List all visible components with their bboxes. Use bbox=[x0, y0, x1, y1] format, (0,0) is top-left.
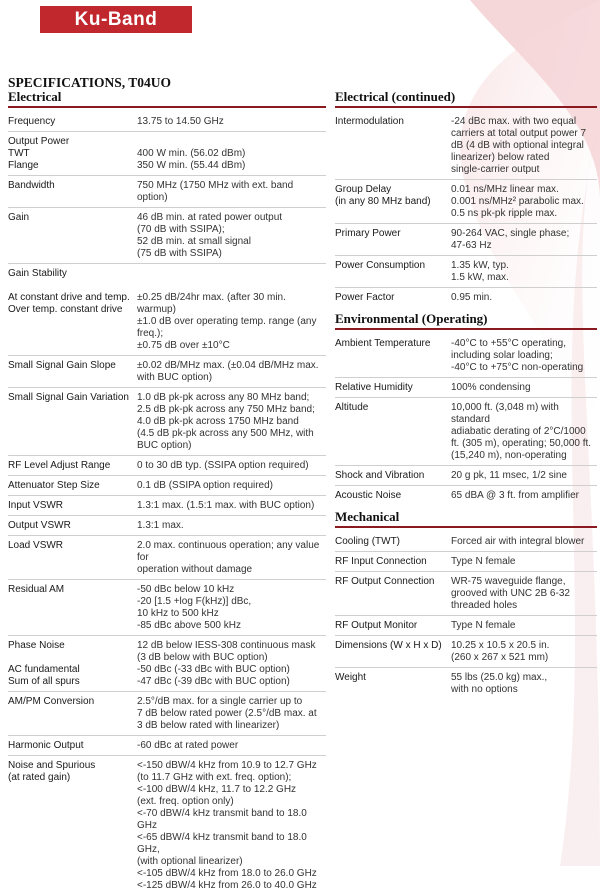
spec-label-line: Sum of all spurs bbox=[8, 676, 80, 687]
spec-label-line: Small Signal Gain Variation bbox=[8, 392, 129, 403]
spec-label bbox=[335, 620, 451, 632]
spec-row bbox=[8, 264, 326, 356]
spec-label-line: Ambient Temperature bbox=[335, 338, 431, 349]
spec-value-line: (3 dB below with BUC option) bbox=[137, 652, 268, 663]
spec-value-line: 0.01 ns/MHz linear max. bbox=[451, 184, 559, 195]
spec-label-line: Phase Noise bbox=[8, 640, 65, 651]
section-heading-electrical: Electrical bbox=[8, 89, 326, 108]
spec-value-line bbox=[137, 280, 326, 292]
spec-value bbox=[451, 382, 597, 394]
spec-label bbox=[335, 338, 451, 374]
spec-label bbox=[335, 490, 451, 502]
spec-label bbox=[335, 556, 451, 568]
spec-row bbox=[8, 476, 326, 496]
spec-row bbox=[335, 378, 597, 398]
spec-value-line: ±0.75 dB over ±10°C bbox=[137, 340, 230, 351]
spec-row bbox=[8, 208, 326, 264]
spec-value-line: 47-63 Hz bbox=[451, 240, 492, 251]
spec-value-line: (70 dB with SSIPA); bbox=[137, 224, 225, 235]
spec-row bbox=[8, 636, 326, 692]
spec-label-line: AM/PM Conversion bbox=[8, 696, 95, 707]
spec-value-line: <-125 dBW/4 kHz from 26.0 to 40.0 GHz bbox=[137, 880, 317, 891]
spec-value-line: 1.3:1 max. bbox=[137, 520, 184, 531]
spec-label-line: Power Consumption bbox=[335, 260, 426, 271]
spec-label bbox=[8, 500, 137, 512]
spec-label bbox=[8, 116, 137, 128]
spec-value bbox=[137, 268, 326, 352]
spec-row bbox=[335, 552, 597, 572]
spec-label bbox=[335, 382, 451, 394]
spec-label-line: Altitude bbox=[335, 402, 369, 413]
spec-row bbox=[8, 536, 326, 580]
spec-value-line: 46 dB min. at rated power output bbox=[137, 212, 283, 223]
spec-label-line: Cooling (TWT) bbox=[335, 536, 401, 547]
spec-value-line: -20 [1.5 +log F(kHz)] dBc, bbox=[137, 596, 252, 607]
spec-value-line: single-carrier output bbox=[451, 164, 540, 175]
spec-value bbox=[451, 640, 597, 664]
spec-value-line: Type N female bbox=[451, 620, 516, 631]
spec-label-line: RF Level Adjust Range bbox=[8, 460, 111, 471]
spec-value-line: 2.5°/dB max. for a single carrier up to bbox=[137, 696, 303, 707]
spec-label-line: Attenuator Step Size bbox=[8, 480, 100, 491]
spec-value-line: 0.001 ns/MHz² parabolic max. bbox=[451, 196, 584, 207]
spec-value bbox=[137, 136, 326, 172]
spec-label-line: Intermodulation bbox=[335, 116, 404, 127]
spec-label-line: Harmonic Output bbox=[8, 740, 84, 751]
spec-row bbox=[335, 616, 597, 636]
spec-value-line: 0.95 min. bbox=[451, 292, 493, 303]
spec-value-line: adiabatic derating of 2°C/1000 bbox=[451, 426, 586, 437]
spec-label-line: Load VSWR bbox=[8, 540, 64, 551]
spec-value-line: 2.0 max. continuous operation; any value for bbox=[137, 540, 320, 563]
spec-label bbox=[335, 116, 451, 176]
spec-value-line: dB (4 dB with optional integral bbox=[451, 140, 584, 151]
spec-value-line: 1.5 kW, max. bbox=[451, 272, 509, 283]
spec-value-line: with BUC option) bbox=[137, 372, 213, 383]
spec-row bbox=[8, 456, 326, 476]
spec-value bbox=[137, 740, 326, 752]
spec-value-line: -40°C to +75°C non-operating bbox=[451, 362, 584, 373]
spec-list bbox=[335, 334, 597, 505]
spec-value bbox=[137, 460, 326, 472]
spec-label bbox=[8, 360, 137, 384]
spec-value-line: <-70 dBW/4 kHz transmit band to 18.0 GHz bbox=[137, 808, 307, 831]
spec-value-line bbox=[137, 268, 326, 280]
spec-label-line: Noise and Spurious bbox=[8, 760, 96, 771]
spec-label bbox=[8, 392, 137, 452]
spec-value bbox=[137, 480, 326, 492]
spec-value-line: grooved with UNC 2B 6-32 bbox=[451, 588, 570, 599]
spec-value bbox=[451, 116, 597, 176]
spec-label bbox=[8, 760, 137, 892]
spec-row bbox=[335, 486, 597, 505]
spec-value-line: -50 dBc (-33 dBc with BUC option) bbox=[137, 664, 290, 675]
spec-label-line: Flange bbox=[8, 160, 39, 171]
spec-row bbox=[335, 334, 597, 378]
spec-value bbox=[137, 116, 326, 128]
spec-value bbox=[451, 402, 597, 462]
spec-label bbox=[335, 470, 451, 482]
spec-value-line: -47 dBc (-39 dBc with BUC option) bbox=[137, 676, 290, 687]
spec-row bbox=[8, 736, 326, 756]
spec-value bbox=[451, 672, 597, 696]
spec-value-line: -50 dBc below 10 kHz bbox=[137, 584, 235, 595]
spec-label-line: Gain Stability bbox=[8, 268, 67, 279]
spec-value-line: 0.1 dB (SSIPA option required) bbox=[137, 480, 274, 491]
spec-value-line: threaded holes bbox=[451, 600, 518, 611]
ku-band-banner: Ku-Band bbox=[40, 6, 192, 33]
spec-label-line: Gain bbox=[8, 212, 30, 223]
spec-row bbox=[8, 496, 326, 516]
spec-label-line: Frequency bbox=[8, 116, 56, 127]
spec-value-line: BUC option) bbox=[137, 440, 192, 451]
spec-row bbox=[335, 636, 597, 668]
spec-value-line bbox=[137, 136, 326, 148]
spec-value-line: 3 dB below rated with linearizer) bbox=[137, 720, 280, 731]
spec-label bbox=[8, 640, 137, 688]
spec-value bbox=[137, 180, 326, 204]
spec-value-line: WR-75 waveguide flange, bbox=[451, 576, 566, 587]
spec-label-line: (at rated gain) bbox=[8, 772, 71, 783]
spec-value bbox=[137, 640, 326, 688]
spec-label bbox=[335, 576, 451, 612]
spec-value-line: 10,000 ft. (3,048 m) with standard bbox=[451, 402, 559, 425]
right-column bbox=[335, 89, 597, 699]
spec-value-line: 0 to 30 dB typ. (SSIPA option required) bbox=[137, 460, 309, 471]
left-column bbox=[8, 89, 326, 895]
spec-value-line: <-100 dBW/4 kHz, 11.7 to 12.2 GHz bbox=[137, 784, 297, 795]
spec-value-line: carriers at total output power 7 bbox=[451, 128, 587, 139]
spec-row bbox=[335, 180, 597, 224]
spec-row bbox=[8, 176, 326, 208]
spec-value-line: 1.35 kW, typ. bbox=[451, 260, 509, 271]
spec-label-line bbox=[8, 652, 137, 664]
spec-value bbox=[137, 584, 326, 632]
spec-row bbox=[335, 112, 597, 180]
spec-label bbox=[335, 672, 451, 696]
spec-value-line: ft. (305 m), operating; 50,000 ft. bbox=[451, 438, 592, 449]
section-heading: Mechanical bbox=[335, 509, 597, 528]
spec-value-line: 10.25 x 10.5 x 20.5 in. bbox=[451, 640, 550, 651]
spec-value-line: (75 dB with SSIPA) bbox=[137, 248, 222, 259]
spec-value-line: -60 dBc at rated power bbox=[137, 740, 239, 751]
spec-value-line: (260 x 267 x 521 mm) bbox=[451, 652, 549, 663]
spec-value-line: 55 lbs (25.0 kg) max., bbox=[451, 672, 548, 683]
spec-label-line: Output VSWR bbox=[8, 520, 71, 531]
spec-label-line: Over temp. constant drive bbox=[8, 304, 123, 315]
spec-value bbox=[137, 500, 326, 512]
spec-label-line: Power Factor bbox=[335, 292, 395, 303]
spec-value bbox=[137, 360, 326, 384]
spec-value bbox=[137, 540, 326, 576]
spec-row bbox=[335, 668, 597, 699]
spec-value-line: 7 dB below rated power (2.5°/dB max. at bbox=[137, 708, 317, 719]
spec-label-line bbox=[8, 280, 137, 292]
spec-row bbox=[335, 466, 597, 486]
spec-value bbox=[451, 490, 597, 502]
spec-value bbox=[451, 536, 597, 548]
spec-value-line: 10 kHz to 500 kHz bbox=[137, 608, 219, 619]
spec-value-line: (15,240 m), non-operating bbox=[451, 450, 567, 461]
spec-value-line: 65 dBA @ 3 ft. from amplifier bbox=[451, 490, 579, 501]
spec-value-line: 4.0 dB pk-pk across 1750 MHz band bbox=[137, 416, 299, 427]
spec-list bbox=[335, 112, 597, 307]
spec-value-line: 12 dB below IESS-308 continuous mask bbox=[137, 640, 316, 651]
spec-label bbox=[8, 696, 137, 732]
spec-label-line: Group Delay bbox=[335, 184, 392, 195]
spec-label-line: Acoustic Noise bbox=[335, 490, 402, 501]
spec-value-line: (with optional linearizer) bbox=[137, 856, 243, 867]
spec-label-line: (in any 80 MHz band) bbox=[335, 196, 431, 207]
spec-row bbox=[335, 398, 597, 466]
spec-value-line: with no options bbox=[451, 684, 518, 695]
spec-value-line: <-105 dBW/4 kHz from 18.0 to 26.0 GHz bbox=[137, 868, 317, 879]
spec-value bbox=[451, 556, 597, 568]
spec-label-line: At constant drive and temp. bbox=[8, 292, 130, 303]
spec-label-line: RF Output Monitor bbox=[335, 620, 418, 631]
spec-label-line: TWT bbox=[8, 148, 30, 159]
spec-row bbox=[8, 356, 326, 388]
spec-label-line: Shock and Vibration bbox=[335, 470, 425, 481]
electrical-spec-list bbox=[8, 112, 326, 895]
spec-value-line: 52 dB min. at small signal bbox=[137, 236, 251, 247]
spec-value-line: -85 dBc above 500 kHz bbox=[137, 620, 241, 631]
spec-value bbox=[451, 228, 597, 252]
spec-label bbox=[8, 268, 137, 352]
spec-label-line: RF Input Connection bbox=[335, 556, 427, 567]
spec-value-line: -40°C to +55°C operating, bbox=[451, 338, 567, 349]
spec-value bbox=[137, 760, 326, 892]
spec-value-line: ±0.02 dB/MHz max. (±0.04 dB/MHz max. bbox=[137, 360, 319, 371]
spec-value bbox=[451, 470, 597, 482]
spec-row bbox=[8, 132, 326, 176]
spec-row bbox=[8, 388, 326, 456]
spec-value-line: 100% condensing bbox=[451, 382, 531, 393]
spec-label bbox=[8, 740, 137, 752]
spec-label-line: Input VSWR bbox=[8, 500, 64, 511]
spec-value bbox=[451, 576, 597, 612]
spec-value-line: 1.3:1 max. (1.5:1 max. with BUC option) bbox=[137, 500, 315, 511]
spec-row bbox=[8, 516, 326, 536]
spec-list bbox=[335, 532, 597, 699]
spec-value-line: 90-264 VAC, single phase; bbox=[451, 228, 570, 239]
spec-label bbox=[335, 640, 451, 664]
spec-value-line: 20 g pk, 11 msec, 1/2 sine bbox=[451, 470, 567, 481]
spec-value bbox=[451, 620, 597, 632]
spec-value-line: (4.5 dB pk-pk across any 500 MHz, with bbox=[137, 428, 314, 439]
spec-label bbox=[8, 520, 137, 532]
spec-value bbox=[451, 338, 597, 374]
spec-value-line: ±1.0 dB over operating temp. range (any freq.); bbox=[137, 316, 317, 339]
section-heading: Environmental (Operating) bbox=[335, 311, 597, 330]
spec-value-line: (to 11.7 GHz with ext. freq. option); bbox=[137, 772, 292, 783]
spec-label bbox=[335, 228, 451, 252]
spec-label bbox=[8, 540, 137, 576]
spec-value-line: operation without damage bbox=[137, 564, 253, 575]
spec-label-line: Relative Humidity bbox=[335, 382, 413, 393]
spec-value-line: 0.5 ns pk-pk ripple max. bbox=[451, 208, 558, 219]
spec-value-line: ±0.25 dB/24hr max. (after 30 min. warmup) bbox=[137, 292, 286, 315]
spec-value-line: linearizer) below rated bbox=[451, 152, 550, 163]
spec-row bbox=[335, 256, 597, 288]
spec-row bbox=[335, 288, 597, 307]
spec-value bbox=[451, 184, 597, 220]
spec-row bbox=[8, 692, 326, 736]
spec-label-line: Bandwidth bbox=[8, 180, 55, 191]
spec-value bbox=[137, 392, 326, 452]
spec-label-line: Weight bbox=[335, 672, 366, 683]
spec-value-line: 350 W min. (55.44 dBm) bbox=[137, 160, 246, 171]
spec-value-line: <-150 dBW/4 kHz from 10.9 to 12.7 GHz bbox=[137, 760, 317, 771]
spec-label bbox=[8, 136, 137, 172]
spec-label bbox=[335, 184, 451, 220]
spec-label bbox=[8, 180, 137, 204]
spec-label-line: Output Power bbox=[8, 136, 70, 147]
spec-value-line: 2.5 dB pk-pk across any 750 MHz band; bbox=[137, 404, 315, 415]
spec-row bbox=[335, 532, 597, 552]
spec-label bbox=[335, 292, 451, 304]
spec-value-line: 400 W min. (56.02 dBm) bbox=[137, 148, 246, 159]
spec-label-line: Dimensions (W x H x D) bbox=[335, 640, 442, 651]
spec-label-line: RF Output Connection bbox=[335, 576, 435, 587]
spec-label-line: AC fundamental bbox=[8, 664, 80, 675]
spec-label bbox=[8, 480, 137, 492]
spec-value-line: 750 MHz (1750 MHz with ext. band option) bbox=[137, 180, 294, 203]
spec-value bbox=[137, 520, 326, 532]
spec-value-line: including solar loading; bbox=[451, 350, 553, 361]
spec-row bbox=[8, 756, 326, 895]
spec-label bbox=[335, 536, 451, 548]
spec-row bbox=[335, 224, 597, 256]
spec-value bbox=[137, 212, 326, 260]
spec-row bbox=[8, 580, 326, 636]
section-heading: Electrical (continued) bbox=[335, 89, 597, 108]
spec-value-line: (ext. freq. option only) bbox=[137, 796, 234, 807]
spec-label-line: Small Signal Gain Slope bbox=[8, 360, 116, 371]
spec-value-line: 1.0 dB pk-pk across any 80 MHz band; bbox=[137, 392, 310, 403]
spec-label bbox=[8, 212, 137, 260]
spec-label-line: Primary Power bbox=[335, 228, 401, 239]
spec-value bbox=[451, 260, 597, 284]
spec-value-line: -24 dBc max. with two equal bbox=[451, 116, 577, 127]
spec-value bbox=[137, 696, 326, 732]
spec-label bbox=[8, 460, 137, 472]
spec-label bbox=[8, 584, 137, 632]
spec-value bbox=[451, 292, 597, 304]
spec-label bbox=[335, 402, 451, 462]
spec-value-line: 13.75 to 14.50 GHz bbox=[137, 116, 224, 127]
spec-row bbox=[8, 112, 326, 132]
spec-value-line: Type N female bbox=[451, 556, 516, 567]
spec-label-line: Residual AM bbox=[8, 584, 65, 595]
page-title: SPECIFICATIONS, T04UO bbox=[8, 75, 172, 90]
spec-label bbox=[335, 260, 451, 284]
spec-value-line: <-65 dBW/4 kHz transmit band to 18.0 GHz, bbox=[137, 832, 307, 855]
spec-row bbox=[335, 572, 597, 616]
spec-value-line: Forced air with integral blower bbox=[451, 536, 585, 547]
